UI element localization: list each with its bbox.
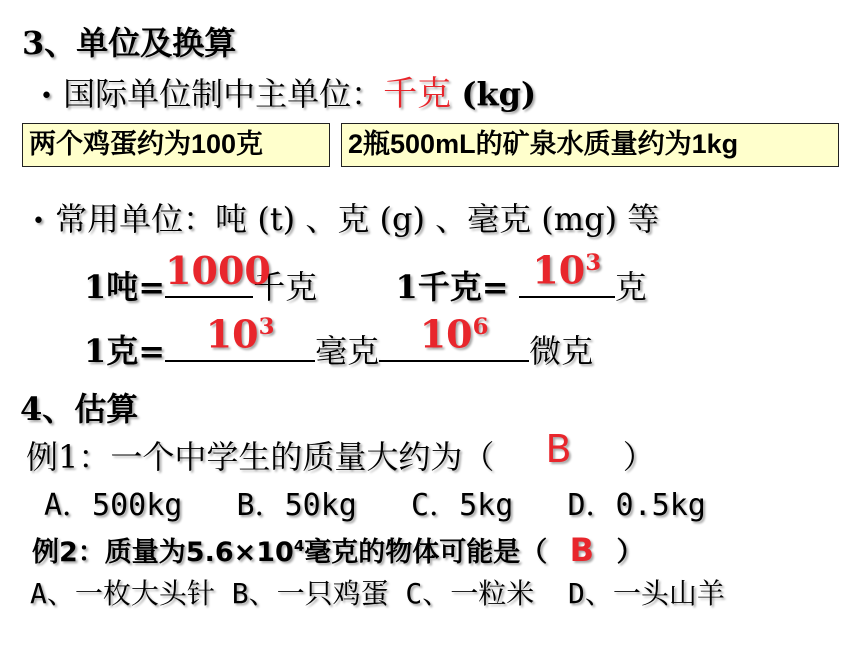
section4-heading: 4、估算	[20, 390, 139, 428]
example1-options: A．500kg B．50kg C．5kg D．0.5kg	[44, 488, 706, 523]
example1-close: ）	[622, 438, 655, 476]
g-to-ug-blank	[379, 312, 529, 362]
bullet: •	[40, 84, 53, 109]
common-units-text: 常用单位：吨 (t) 、克 (g) 、毫克 (mg) 等	[55, 200, 660, 238]
kg-to-g-blank	[519, 248, 615, 298]
si-symbol: (kg)	[461, 75, 537, 113]
example2-close: ）	[616, 537, 644, 568]
example2-text: 例2：质量为$5.6\times 10^4$毫克的物体可能是（	[32, 537, 548, 568]
example1-answer: B	[545, 427, 572, 471]
section3-heading: 3、单位及换算	[22, 24, 237, 62]
si-prefix: 国际单位制中主单位：	[63, 75, 384, 113]
egg-mass-box: 两个鸡蛋约为100克	[22, 123, 330, 167]
bullet: •	[32, 209, 45, 234]
common-units-line	[32, 194, 659, 240]
si-unit-line	[40, 66, 536, 115]
ton-to-kg-answer: 1000	[165, 248, 271, 293]
ton-to-kg-label: 1吨=	[84, 268, 166, 306]
g-to-mg-unit: 毫克	[315, 332, 380, 370]
g-to-ug-answer: $10^6$	[419, 312, 489, 357]
example2-options: A、一枚大头针 B、一只鸡蛋 C、一粒米 D、一头山羊	[30, 577, 725, 610]
si-unit: 千克	[383, 74, 452, 114]
ton-to-kg-blank	[165, 248, 271, 298]
g-to-mg-label: 1克=	[84, 332, 166, 370]
kg-to-g-label: 1千克=	[395, 268, 509, 306]
water-mass-box: 2瓶500mL的矿泉水质量约为1kg	[341, 123, 839, 167]
kg-to-g-unit: 克	[614, 268, 647, 306]
conversion-row-1	[84, 248, 647, 307]
ton-to-kg-unit: 千克	[253, 268, 318, 306]
example1-question	[26, 427, 655, 478]
g-to-mg-blank	[165, 312, 315, 362]
example2-answer: B	[569, 531, 595, 569]
g-to-ug-unit: 微克	[529, 332, 594, 370]
conversion-row-2	[84, 312, 594, 371]
kg-to-g-answer: $10^3$	[532, 248, 602, 293]
example1-text: 例1：一个中学生的质量大约为（	[26, 438, 495, 476]
example2-question	[32, 530, 643, 569]
g-to-mg-answer: $10^3$	[205, 312, 275, 357]
